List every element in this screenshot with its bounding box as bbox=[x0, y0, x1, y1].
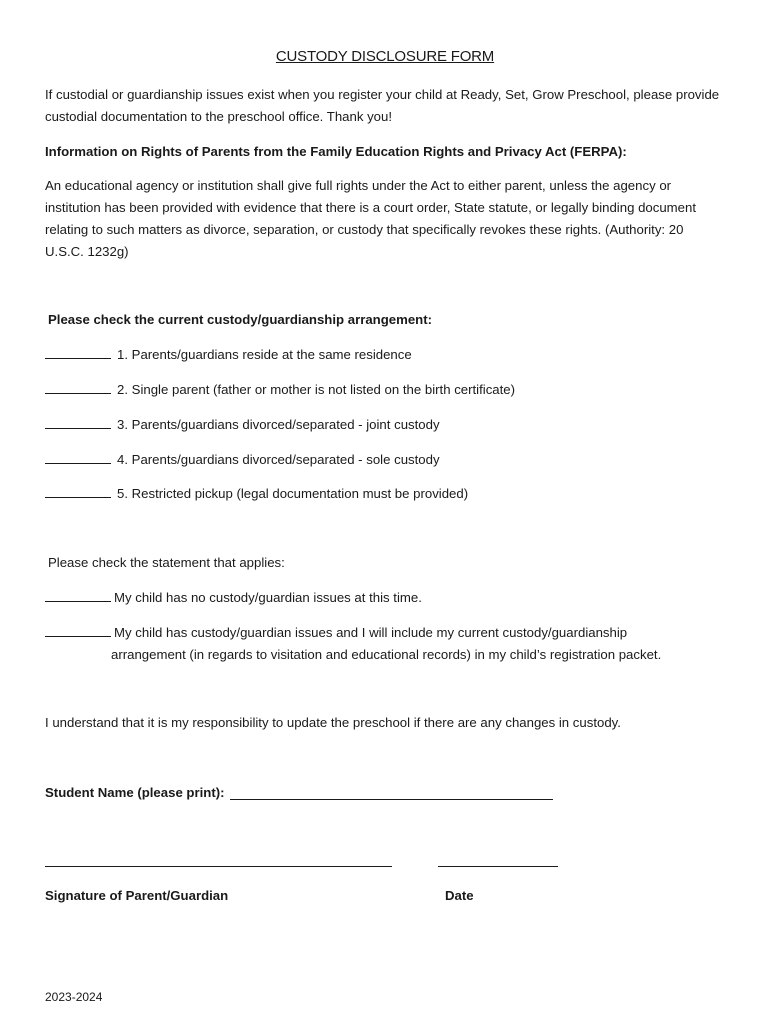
checkbox-blank[interactable] bbox=[45, 346, 111, 359]
checkbox-blank[interactable] bbox=[45, 381, 111, 394]
arrangement-option-3[interactable]: 3. Parents/guardians divorced/separated - joint custody bbox=[45, 416, 440, 432]
arrangement-option-4[interactable]: 4. Parents/guardians divorced/separated - sole custody bbox=[45, 451, 440, 467]
date-label: Date bbox=[445, 888, 474, 903]
ferpa-heading: Information on Rights of Parents from the Family Education Rights and Privacy Act (FERPA): bbox=[45, 144, 627, 159]
statement-option-2[interactable]: My child has custody/guardian issues and I will include my current custody/guardianship bbox=[45, 624, 627, 640]
responsibility-statement: I understand that it is my responsibility to update the preschool if there are any changes in custody. bbox=[45, 715, 621, 730]
footer-year: 2023-2024 bbox=[45, 990, 103, 1004]
arrangement-option-1[interactable]: 1. Parents/guardians reside at the same residence bbox=[45, 346, 412, 362]
arrangement-option-5[interactable]: 5. Restricted pickup (legal documentation must be provided) bbox=[45, 485, 468, 501]
statement-option-2-continued: arrangement (in regards to visitation and educational records) in my child’s registration packet. bbox=[111, 647, 662, 662]
student-name-label: Student Name (please print): bbox=[45, 785, 225, 800]
checkbox-blank[interactable] bbox=[45, 416, 111, 429]
student-name-line[interactable] bbox=[230, 799, 553, 800]
signature-line[interactable] bbox=[45, 866, 392, 867]
arrangement-option-2[interactable]: 2. Single parent (father or mother is not listed on the birth certificate) bbox=[45, 381, 515, 397]
arrangement-heading: Please check the current custody/guardianship arrangement: bbox=[48, 312, 433, 327]
signature-label: Signature of Parent/Guardian bbox=[45, 888, 229, 903]
statement-heading: Please check the statement that applies: bbox=[48, 555, 285, 570]
checkbox-blank[interactable] bbox=[45, 485, 111, 498]
checkbox-blank[interactable] bbox=[45, 589, 111, 602]
checkbox-blank[interactable] bbox=[45, 624, 111, 637]
date-line[interactable] bbox=[438, 866, 558, 867]
form-title: CUSTODY DISCLOSURE FORM bbox=[275, 48, 495, 65]
intro-paragraph: If custodial or guardianship issues exist when you register your child at Ready, Set, Grow Preschool, please provide custodial documentation to the preschool office. Thank you! bbox=[45, 87, 720, 124]
checkbox-blank[interactable] bbox=[45, 451, 111, 464]
statement-option-1[interactable]: My child has no custody/guardian issues at this time. bbox=[45, 589, 422, 605]
ferpa-paragraph: An educational agency or institution shall give full rights under the Act to either parent, unless the agency or institution has been provided with evidence that there is a court order, State statute, or legally binding document relating to such matters as divorce, separation, or custody that specifically revokes these rights. (Authority: 20 U.S.C. 1232g) bbox=[45, 178, 696, 259]
